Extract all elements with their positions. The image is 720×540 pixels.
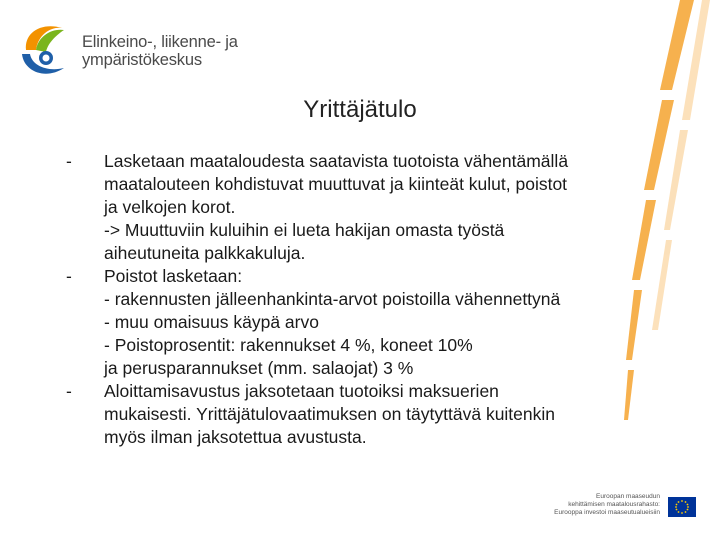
ely-logo-icon [18, 20, 78, 78]
bullet-line: - rakennusten jälleenhankinta-arvot poistoilla vähennettynä [104, 289, 561, 309]
eu-funding-line: Euroopan maaseudun [596, 493, 660, 500]
bullet-line: -> Muuttuviin kuluihin ei lueta hakijan omasta työstä [104, 220, 505, 240]
bullet-line: Poistot lasketaan: [104, 266, 243, 286]
eu-funding-text [540, 493, 660, 517]
bullet-marker: - [66, 381, 72, 401]
bullet-marker: - [66, 151, 72, 171]
bullet-line: Lasketaan maataloudesta saatavista tuotoista vähentämällä [104, 151, 569, 171]
bullet-line: - Poistoprosentit: rakennukset 4 %, koneet 10% [104, 335, 473, 355]
slide-title: Yrittäjätulo [303, 96, 417, 123]
bullet-line: - muu omaisuus käypä arvo [104, 312, 319, 332]
bullet-marker: - [66, 266, 72, 286]
bullet-line: maatalouteen kohdistuvat muuttuvat ja kiinteät kulut, poistot [104, 174, 568, 194]
bullet-item [66, 380, 666, 449]
bullet-item [66, 265, 666, 380]
bullet-item [66, 150, 666, 265]
bullet-text [104, 265, 666, 380]
bullet-text [104, 150, 666, 265]
organization-name [82, 33, 238, 69]
organization-name-line2: ympäristökeskus [82, 51, 202, 69]
bullet-line: ja perusparannukset (mm. salaojat) 3 % [104, 358, 414, 378]
bullet-list [66, 150, 666, 449]
bullet-line: Aloittamisavustus jaksotetaan tuotoiksi maksuerien [104, 381, 499, 401]
bullet-text [104, 380, 666, 449]
eu-funding-line: kehittämisen maatalousrahasto: [568, 501, 660, 508]
bullet-line: aiheutuneita palkkakuluja. [104, 243, 306, 263]
organization-name-line1: Elinkeino-, liikenne- ja [82, 33, 238, 51]
bullet-line: myös ilman jaksotettua avustusta. [104, 427, 367, 447]
bullet-line: mukaisesti. Yrittäjätulovaatimuksen on täytyttävä kuitenkin [104, 404, 556, 424]
bullet-line: ja velkojen korot. [104, 197, 236, 217]
eu-funding-line: Eurooppa investoi maaseutualueisiin [554, 509, 660, 516]
eu-flag-icon [668, 497, 696, 517]
